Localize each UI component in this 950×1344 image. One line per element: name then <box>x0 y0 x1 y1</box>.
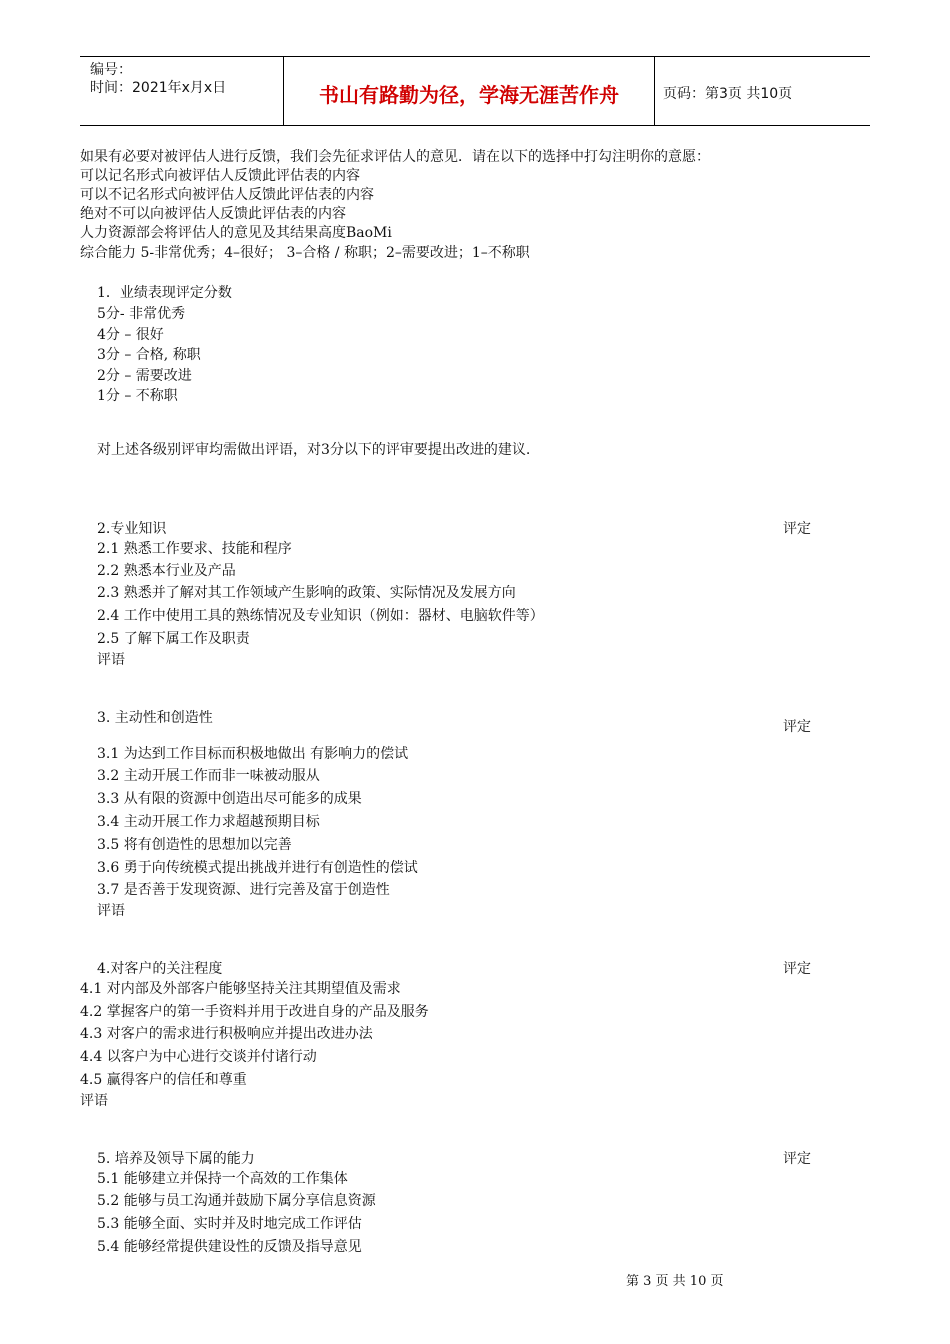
criteria-item: 4.1 对内部及外部客户能够坚持关注其期望值及需求 <box>80 981 401 997</box>
criteria-item: 4.4 以客户为中心进行交谈并付诸行动 <box>80 1049 317 1065</box>
intro-line: 可以记名形式向被评估人反馈此评估表的内容 <box>80 168 360 184</box>
header-slogan-cell <box>283 57 655 125</box>
criteria-item: 2.5 了解下属工作及职责 <box>97 631 250 647</box>
slogan: 书山有路勤为径，学海无涯苦作舟 <box>319 83 619 107</box>
score-item: 5分- 非常优秀 <box>97 306 186 322</box>
page-label: 页码：第3页 共10页 <box>663 86 793 102</box>
criteria-item: 4.3 对客户的需求进行积极响应并提出改进办法 <box>80 1026 373 1042</box>
section1-title: 1．业绩表现评定分数 <box>97 285 232 301</box>
section1-note: 对上述各级别评审均需做出评语，对3分以下的评审要提出改进的建议. <box>97 442 531 458</box>
comment-label: 评语 <box>97 652 125 668</box>
criteria-item: 5.2 能够与员工沟通并鼓励下属分享信息资源 <box>97 1193 376 1209</box>
document-header <box>80 56 870 126</box>
intro-line: 综合能力 5-非常优秀；4–很好； 3–合格 / 称职；2–需要改进；1–不称职 <box>80 245 530 261</box>
score-item: 4分 – 很好 <box>97 327 164 343</box>
criteria-item: 2.2 熟悉本行业及产品 <box>97 563 236 579</box>
intro-line: 如果有必要对被评估人进行反馈，我们会先征求评估人的意见．请在以下的选择中打勾注明你的意愿： <box>80 149 710 165</box>
criteria-item: 3.5 将有创造性的思想加以完善 <box>97 837 292 853</box>
page-footer: 第 3 页 共 10 页 <box>626 1274 724 1289</box>
criteria-item: 5.3 能够全面、实时并及时地完成工作评估 <box>97 1216 362 1232</box>
criteria-item: 5.4 能够经常提供建设性的反馈及指导意见 <box>97 1239 362 1255</box>
criteria-item: 2.1 熟悉工作要求、技能和程序 <box>97 541 292 557</box>
time-label: 时间：2021年x月x日 <box>90 80 227 96</box>
rating-label: 评定 <box>783 1151 811 1167</box>
criteria-item: 2.3 熟悉并了解对其工作领域产生影响的政策、实际情况及发展方向 <box>97 585 516 601</box>
comment-label: 评语 <box>80 1093 108 1109</box>
criteria-item: 3.1 为达到工作目标而积极地做出 有影响力的偿试 <box>97 746 409 762</box>
number-label: 编号： <box>90 62 132 78</box>
section5-title: 5. 培养及领导下属的能力 <box>97 1151 255 1167</box>
criteria-item: 2.4 工作中使用工具的熟练情况及专业知识（例如：器材、电脑软件等） <box>97 608 544 624</box>
intro-line: 可以不记名形式向被评估人反馈此评估表的内容 <box>80 187 374 203</box>
score-item: 3分 – 合格, 称职 <box>97 347 201 363</box>
criteria-item: 4.5 赢得客户的信任和尊重 <box>80 1072 247 1088</box>
section3-title: 3. 主动性和创造性 <box>97 710 213 726</box>
criteria-item: 5.1 能够建立并保持一个高效的工作集体 <box>97 1171 348 1187</box>
criteria-item: 3.2 主动开展工作而非一味被动服从 <box>97 768 320 784</box>
section4-title: 4.对客户的关注程度 <box>97 961 223 977</box>
score-item: 1分 – 不称职 <box>97 388 178 404</box>
section2-title: 2.专业知识 <box>97 521 167 537</box>
rating-label: 评定 <box>783 521 811 537</box>
rating-label: 评定 <box>783 719 811 735</box>
rating-label: 评定 <box>783 961 811 977</box>
criteria-item: 3.4 主动开展工作力求超越预期目标 <box>97 814 320 830</box>
intro-line: 绝对不可以向被评估人反馈此评估表的内容 <box>80 206 346 222</box>
comment-label: 评语 <box>97 903 125 919</box>
criteria-item: 3.3 从有限的资源中创造出尽可能多的成果 <box>97 791 362 807</box>
criteria-item: 4.2 掌握客户的第一手资料并用于改进自身的产品及服务 <box>80 1004 429 1020</box>
header-meta <box>90 61 226 97</box>
criteria-item: 3.6 勇于向传统模式提出挑战并进行有创造性的偿试 <box>97 860 418 876</box>
criteria-item: 3.7 是否善于发现资源、进行完善及富于创造性 <box>97 882 390 898</box>
score-item: 2分 – 需要改进 <box>97 368 192 384</box>
intro-line: 人力资源部会将评估人的意见及其结果高度BaoMi <box>80 225 392 241</box>
